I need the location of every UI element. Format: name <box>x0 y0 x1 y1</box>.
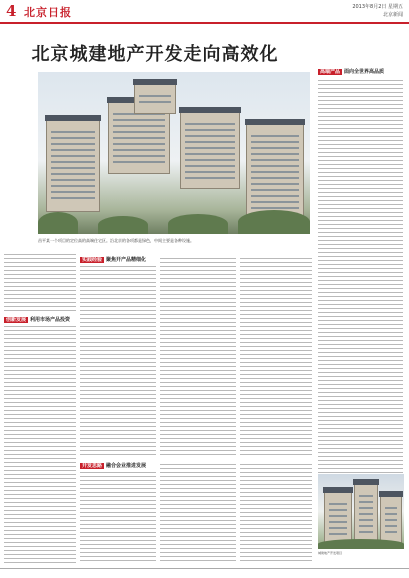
subhead-tag: 开发思路 <box>82 463 103 469</box>
subhead-text: 面向全世界高品质 <box>344 69 385 75</box>
secondary-photo-caption: 城建地产开发项目 <box>318 551 343 555</box>
issue-date: 2013年8月2日 星期五 <box>352 4 403 10</box>
page-headline: 北京城建地产开发走向高效化 <box>31 44 279 65</box>
subhead-text: 聚焦开产品精细化 <box>106 257 147 263</box>
tree <box>238 210 310 234</box>
article-column-right <box>318 78 403 473</box>
section-subhead-bottom <box>80 462 146 469</box>
building <box>354 484 378 544</box>
building <box>324 492 352 544</box>
building <box>46 120 100 212</box>
main-photo-caption <box>38 238 310 244</box>
section-label: 北京新闻 <box>382 12 403 18</box>
subhead-text: 融合会业推进发展 <box>106 463 147 469</box>
page-number: 4 <box>6 2 17 20</box>
page-footer <box>0 568 409 578</box>
subhead-tag: 高端产品 <box>320 69 341 75</box>
subhead-tag: 实践经验 <box>82 257 103 263</box>
article-column <box>4 324 76 564</box>
tree <box>38 212 78 234</box>
article-column <box>4 252 76 312</box>
masthead <box>0 0 409 24</box>
building <box>380 496 402 544</box>
building <box>134 84 176 114</box>
article-column <box>80 470 156 564</box>
main-photo-caption-text: 昌平某一个项目的定位高的高端住宅区。沿北京的各项都是绿色，中间主要是各种设施。 <box>38 238 194 243</box>
section-subhead-right <box>318 68 384 75</box>
section-subhead-middle <box>80 256 146 263</box>
section-subhead-left <box>4 316 70 323</box>
subhead-tag: 创新发展 <box>6 317 27 323</box>
secondary-photo <box>318 474 404 549</box>
building <box>246 124 304 221</box>
subhead-text: 利用市场产品投资 <box>30 317 71 323</box>
tree <box>168 214 228 234</box>
article-column <box>160 462 236 564</box>
tree <box>318 539 404 549</box>
paper-name: 北京日报 <box>24 6 72 19</box>
main-photo <box>38 72 310 234</box>
article-column <box>160 256 236 458</box>
article-column <box>240 462 312 564</box>
article-column <box>240 256 312 458</box>
article-column <box>80 264 156 458</box>
tree <box>98 216 148 234</box>
building <box>180 112 240 189</box>
